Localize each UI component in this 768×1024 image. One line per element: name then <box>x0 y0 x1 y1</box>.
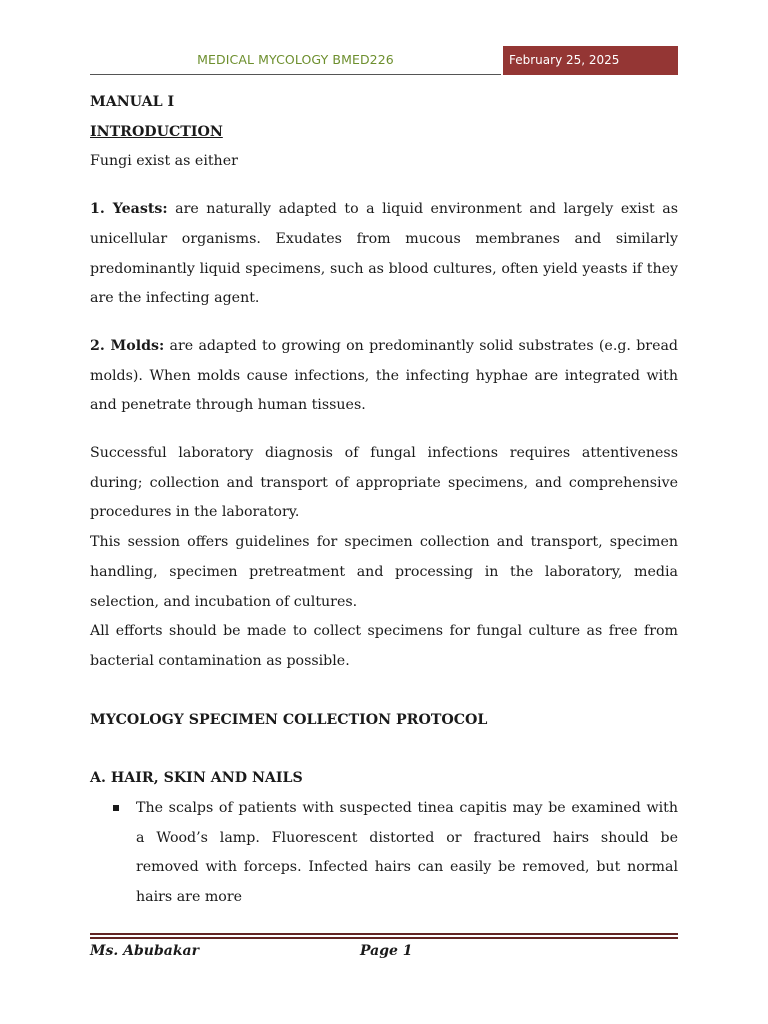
molds-label: 2. Molds: <box>90 337 165 354</box>
bullet-text: The scalps of patients with suspected tinea capitis may be examined with a Wood’s lamp. Fluorescent distorted or fractured hairs should be removed with forceps. Infected hairs can easily be removed, but normal hairs are more <box>136 800 678 906</box>
protocol-heading: MYCOLOGY SPECIMEN COLLECTION PROTOCOL <box>90 711 488 728</box>
square-bullet-icon <box>113 805 119 811</box>
introduction-heading: INTRODUCTION <box>90 123 223 140</box>
footer-author: Ms. Abubakar <box>90 943 199 959</box>
yeasts-paragraph <box>90 195 678 314</box>
molds-text: are adapted to growing on predominantly solid substrates (e.g. bread molds). When molds cause infections, the infecting hyphae are integrated with and penetrate through human tissues. <box>90 337 679 414</box>
molds-paragraph <box>90 332 678 421</box>
list-item <box>90 794 678 913</box>
manual-label: MANUAL I <box>90 94 175 110</box>
footer-divider <box>90 933 678 939</box>
header-date: February 25, 2025 <box>503 46 678 75</box>
session-paragraph: This session offers guidelines for specimen collection and transport, specimen handling, specimen pretreatment and processing in the laboratory, media selection, and incubation of cultures. <box>90 534 678 610</box>
section-a-heading: A. HAIR, SKIN AND NAILS <box>90 770 303 787</box>
yeasts-text: are naturally adapted to a liquid environment and largely exist as unicellular organisms. Exudates from mucous membranes and similarly predominantly liquid specimens, such as blood cultures, often yield yeasts if they are the infecting agent. <box>90 201 678 307</box>
course-title: MEDICAL MYCOLOGY BMED226 <box>90 46 501 75</box>
page-header <box>90 46 678 75</box>
intro-text: Fungi exist as either <box>90 153 238 170</box>
yeasts-label: 1. Yeasts: <box>90 201 168 218</box>
page-number: Page 1 <box>360 943 413 959</box>
diagnosis-paragraph: Successful laboratory diagnosis of fungal infections requires attentiveness during; collection and transport of appropriate specimens, and comprehensive procedures in the laboratory. <box>90 445 678 521</box>
document-body <box>90 88 678 913</box>
efforts-paragraph: All efforts should be made to collect specimens for fungal culture as free from bacterial contamination as possible. <box>90 623 678 669</box>
